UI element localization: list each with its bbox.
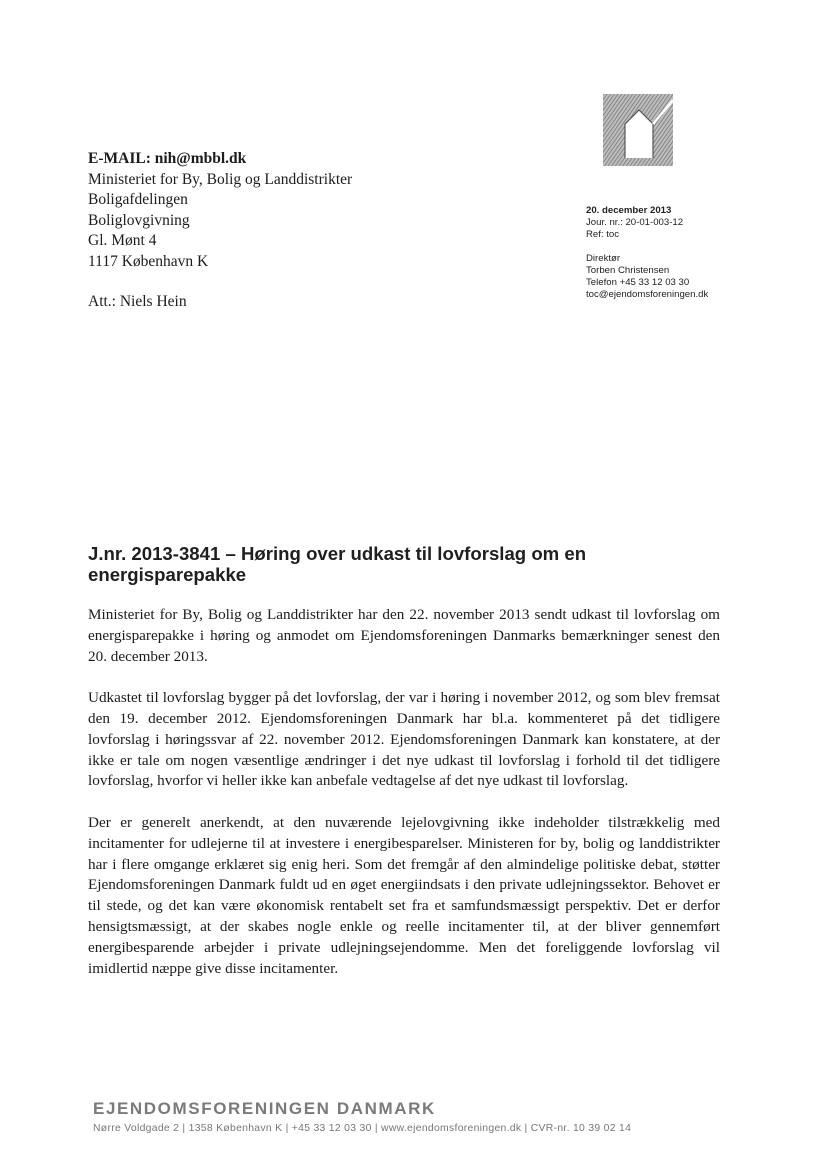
letter-subject: J.nr. 2013-3841 – Høring over udkast til lovforslag om en energisparepakke xyxy=(88,543,587,585)
recipient-attention: Att.: Niels Hein xyxy=(88,293,187,310)
recipient-section: Boliglovgivning xyxy=(88,211,190,229)
journal-number: Jour. nr.: 20-01-003-12 xyxy=(586,217,684,228)
recipient-block xyxy=(88,149,352,313)
sender-email: toc@ejendomsforeningen.dk xyxy=(586,289,709,300)
letter-meta xyxy=(586,205,708,301)
reference: Ref: toc xyxy=(586,229,620,240)
recipient-street: Gl. Mønt 4 xyxy=(88,232,157,249)
recipient-department: Boligafdelingen xyxy=(88,191,188,208)
body-paragraph: Ministeriet for By, Bolig og Landdistrikter har den 22. november 2013 sendt udkast til lovforslag om energisparepakke i høring og anmodet om Ejendomsforeningen Danmarks bemærkninger senest den 20. december 2013. xyxy=(88,606,720,665)
recipient-ministry: Ministeriet for By, Bolig og Landdistrikter xyxy=(88,170,353,188)
footer-address: Nørre Voldgade 2 | 1358 København K | +45 33 12 03 30 | www.ejendomsforeningen.dk | CVR-nr. 10 39 02 14 xyxy=(93,1123,632,1134)
house-logo-icon xyxy=(603,94,673,166)
sender-phone: Telefon +45 33 12 03 30 xyxy=(586,277,690,288)
letter-date: 20. december 2013 xyxy=(586,205,672,216)
body-paragraph: Der er generelt anerkendt, at den nuværende lejelovgivning ikke indeholder tilstrækkelig med incitamenter for udlejerne til at investere i energibesparelser. Ministeren for by, bolig og landdistrikter har i flere omgange erklæret sig enig heri. Som det fremgår af den almindelige politiske debat, støtter Ejendomsforeningen Danmark fuldt ud en øget energiindsats i den private udlejningssektor. Behovet er til stede, og det kan være økonomisk rentabelt set fra et samfundsmæssigt perspektiv. Det er derfor hensigtsmæssigt, at der skabes nogle enkle og reelle incitamenter til, at der bliver gennemført energibesparende arbejder i private udlejningsejendomme. Men det foreliggende lovforslag vil imidlertid næppe give disse incitamenter. xyxy=(88,813,720,977)
body-paragraph: Udkastet til lovforslag bygger på det lovforslag, der var i høring i november 2012, og som blev fremsat den 19. december 2012. Ejendomsforeningen Danmark har bl.a. kommenteret på det tidligere lovforslag i høringssvar af 22. november 2012. Ejendomsforeningen Danmark kan konstatere, at der ikke er tale om nogen væsentlige ændringer i det nye udkast til lovforslag i forhold til det tidligere lovforslag, hvorfor vi heller ikke kan anbefale vedtagelse af det nye udkast til lovforslag. xyxy=(88,689,720,790)
sender-title: Direktør xyxy=(586,253,621,264)
footer-organization: EJENDOMSFORENINGEN DANMARK xyxy=(93,1099,436,1118)
letter-body xyxy=(88,605,720,1000)
sender-name: Torben Christensen xyxy=(586,265,670,276)
recipient-email: E-MAIL: nih@mbbl.dk xyxy=(88,150,247,167)
recipient-city: 1117 København K xyxy=(88,252,209,270)
